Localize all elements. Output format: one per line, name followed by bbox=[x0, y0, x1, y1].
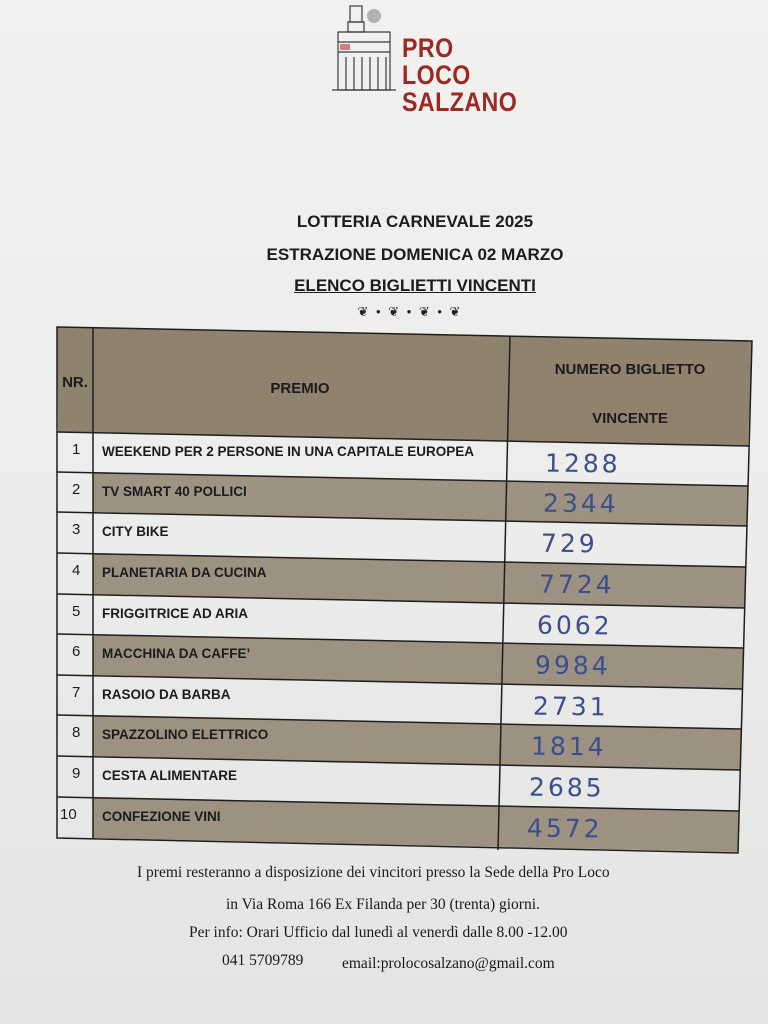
winning-ticket-number: 4572 bbox=[526, 813, 603, 844]
row-band bbox=[93, 553, 746, 608]
row-number: 9 bbox=[72, 765, 81, 782]
ornament-divider: ❦ • ❦ • ❦ • ❦ bbox=[357, 304, 463, 319]
winning-list-title: ELENCO BIGLIETTI VINCENTI bbox=[294, 276, 536, 295]
winning-ticket-number: 9984 bbox=[534, 650, 611, 681]
prize-name: CONFEZIONE VINI bbox=[102, 809, 221, 824]
lottery-title: LOTTERIA CARNEVALE 2025 bbox=[296, 212, 534, 231]
row-number: 8 bbox=[72, 724, 81, 741]
row-band bbox=[93, 634, 744, 689]
logo-line-1: PRO LOCO bbox=[402, 33, 471, 90]
prize-name: SPAZZOLINO ELETTRICO bbox=[102, 727, 269, 742]
logo-line-2: SALZANO bbox=[402, 87, 518, 117]
prize-name: CESTA ALIMENTARE bbox=[102, 768, 237, 783]
prize-name: RASOIO DA BARBA bbox=[102, 687, 231, 702]
prize-name: CITY BIKE bbox=[102, 524, 169, 539]
winning-ticket-number: 2344 bbox=[542, 488, 619, 519]
footer-email: email:prolocosalzano@gmail.com bbox=[342, 955, 555, 972]
winning-ticket-number: 6062 bbox=[536, 610, 613, 641]
row-number: 4 bbox=[72, 562, 81, 579]
col-header-nr: NR. bbox=[62, 374, 88, 391]
row-number: 6 bbox=[72, 643, 81, 660]
winning-ticket-number: 729 bbox=[540, 528, 598, 559]
footer-phone: 041 5709789 bbox=[222, 952, 304, 969]
footer-line-2: in Via Roma 166 Ex Filanda per 30 (trenta) giorni. bbox=[226, 896, 540, 913]
prize-name: FRIGGITRICE AD ARIA bbox=[102, 606, 248, 621]
winning-ticket-number: 1814 bbox=[530, 731, 607, 762]
winning-ticket-number: 1288 bbox=[544, 448, 621, 479]
winning-ticket-number: 2731 bbox=[532, 691, 609, 722]
prize-name: WEEKEND PER 2 PERSONE IN UNA CAPITALE EUROPEA bbox=[102, 444, 475, 459]
footer-line-1: I premi resteranno a disposizione dei vincitori presso la Sede della Pro Loco bbox=[137, 864, 610, 881]
row-number: 5 bbox=[72, 603, 81, 620]
winning-ticket-number: 7724 bbox=[538, 569, 615, 600]
row-number: 1 bbox=[72, 441, 81, 458]
row-number: 7 bbox=[72, 684, 81, 701]
row-number: 2 bbox=[72, 481, 81, 498]
col-header-numero-1: NUMERO BIGLIETTO bbox=[554, 361, 706, 378]
row-band bbox=[93, 797, 739, 852]
row-number: 3 bbox=[72, 521, 81, 538]
footer-line-3: Per info: Orari Ufficio dal lunedì al venerdì dalle 8.00 -12.00 bbox=[189, 924, 568, 941]
draw-date: ESTRAZIONE DOMENICA 02 MARZO bbox=[266, 245, 564, 264]
col-header-numero-2: VINCENTE bbox=[592, 410, 668, 427]
winning-ticket-number: 2685 bbox=[528, 772, 605, 803]
prize-name: PLANETARIA DA CUCINA bbox=[102, 565, 267, 580]
prize-name: MACCHINA DA CAFFE’ bbox=[102, 646, 251, 661]
row-number: 10 bbox=[60, 806, 77, 823]
col-header-premio: PREMIO bbox=[270, 380, 330, 397]
prize-name: TV SMART 40 POLLICI bbox=[102, 484, 247, 499]
row-band bbox=[93, 715, 741, 770]
